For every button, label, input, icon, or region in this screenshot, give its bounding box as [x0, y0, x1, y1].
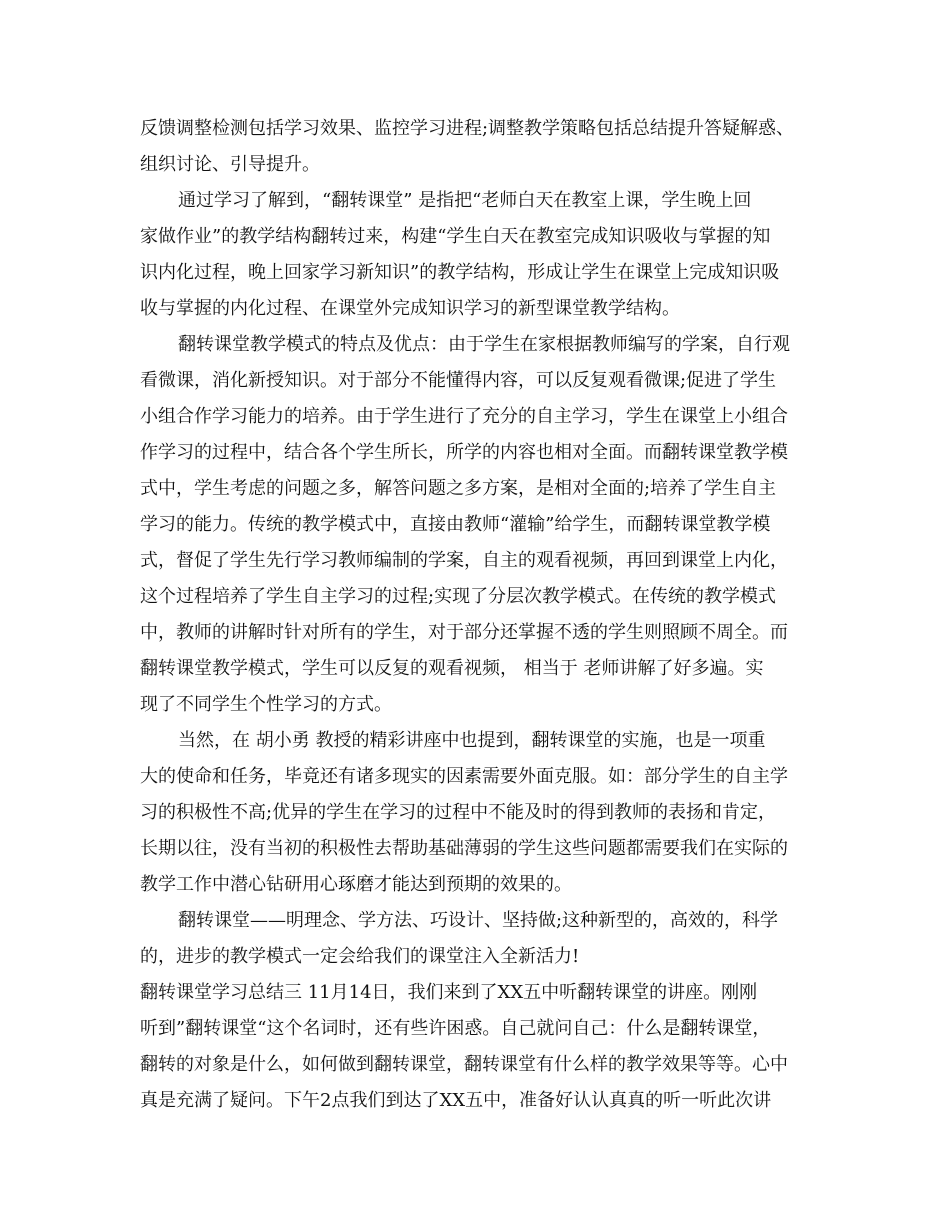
text-line: 当然，在 胡小勇 教授的精彩讲座中也提到，翻转课堂的实施，也是一项重 [178, 730, 766, 751]
text-line: 小组合作学习能力的培养。由于学生进行了充分的自主学习，学生在课堂上小组合 [140, 406, 788, 427]
text-line: 组织讨论、引导提升。 [140, 154, 320, 175]
text-line: 收与掌握的内化过程、在课堂外完成知识学习的新型课堂教学结构。 [140, 298, 680, 319]
text-line: 翻转课堂学习总结三 11月14日，我们来到了XX五中听翻转课堂的讲座。刚刚 [140, 982, 758, 1003]
text-line: 真是充满了疑问。下午2点我们到达了XX五中，准备好认认真真的听一听此次讲 [140, 1090, 772, 1111]
text-line: 反馈调整检测包括学习效果、监控学习进程;调整教学策略包括总结提升答疑解惑、 [140, 118, 795, 139]
text-line: 的，进步的教学模式一定会给我们的课堂注入全新活力! [140, 946, 580, 967]
text-line: 这个过程培养了学生自主学习的过程;实现了分层次教学模式。在传统的教学模式 [140, 586, 777, 607]
text-line: 习的积极性不高;优异的学生在学习的过程中不能及时的得到教师的表扬和肯定， [140, 802, 777, 823]
text-line: 式，督促了学生先行学习教师编制的学案，自主的观看视频，再回到课堂上内化， [140, 550, 788, 571]
text-line: 教学工作中潜心钻研用心琢磨才能达到预期的效果的。 [140, 874, 572, 895]
text-line: 现了不同学生个性学习的方式。 [140, 694, 392, 715]
text-line: 翻转课堂——明理念、学方法、巧设计、坚持做;这种新型的，高效的，科学 [178, 910, 779, 931]
text-line: 长期以往，没有当初的积极性去帮助基础薄弱的学生这些问题都需要我们在实际的 [140, 838, 788, 859]
text-line: 翻转课堂教学模式，学生可以反复的观看视频， 相当于 老师讲解了好多遍。实 [140, 658, 764, 679]
text-line: 看微课，消化新授知识。对于部分不能懂得内容，可以反复观看微课;促进了学生 [140, 370, 777, 391]
text-line: 家做作业”的教学结构翻转过来，构建“学生白天在教室完成知识吸收与掌握的知 [140, 226, 771, 247]
text-line: 式中，学生考虑的问题之多，解答问题之多方案，是相对全面的;培养了学生自主 [140, 478, 777, 499]
text-line: 学习的能力。传统的教学模式中，直接由教师“灌输”给学生，而翻转课堂教学模 [140, 514, 771, 535]
text-line: 识内化过程，晚上回家学习新知识”的教学结构，形成让学生在课堂上完成知识吸 [140, 262, 780, 283]
text-line: 翻转课堂教学模式的特点及优点：由于学生在家根据教师编写的学案，自行观 [178, 334, 790, 355]
text-line: 中，教师的讲解时针对所有的学生，对于部分还掌握不透的学生则照顾不周全。而 [140, 622, 788, 643]
text-line: 作学习的过程中，结合各个学生所长，所学的内容也相对全面。而翻转课堂教学模 [140, 442, 788, 463]
text-line: 翻转的对象是什么，如何做到翻转课堂，翻转课堂有什么样的教学效果等等。心中 [140, 1054, 788, 1075]
text-line: 大的使命和任务，毕竟还有诸多现实的因素需要外面克服。如：部分学生的自主学 [140, 766, 788, 787]
text-line: 通过学习了解到，“翻转课堂” 是指把“老师白天在教室上课，学生晚上回 [178, 190, 752, 211]
text-line: 听到”翻转课堂“这个名词时，还有些许困惑。自己就问自己：什么是翻转课堂， [140, 1018, 771, 1039]
